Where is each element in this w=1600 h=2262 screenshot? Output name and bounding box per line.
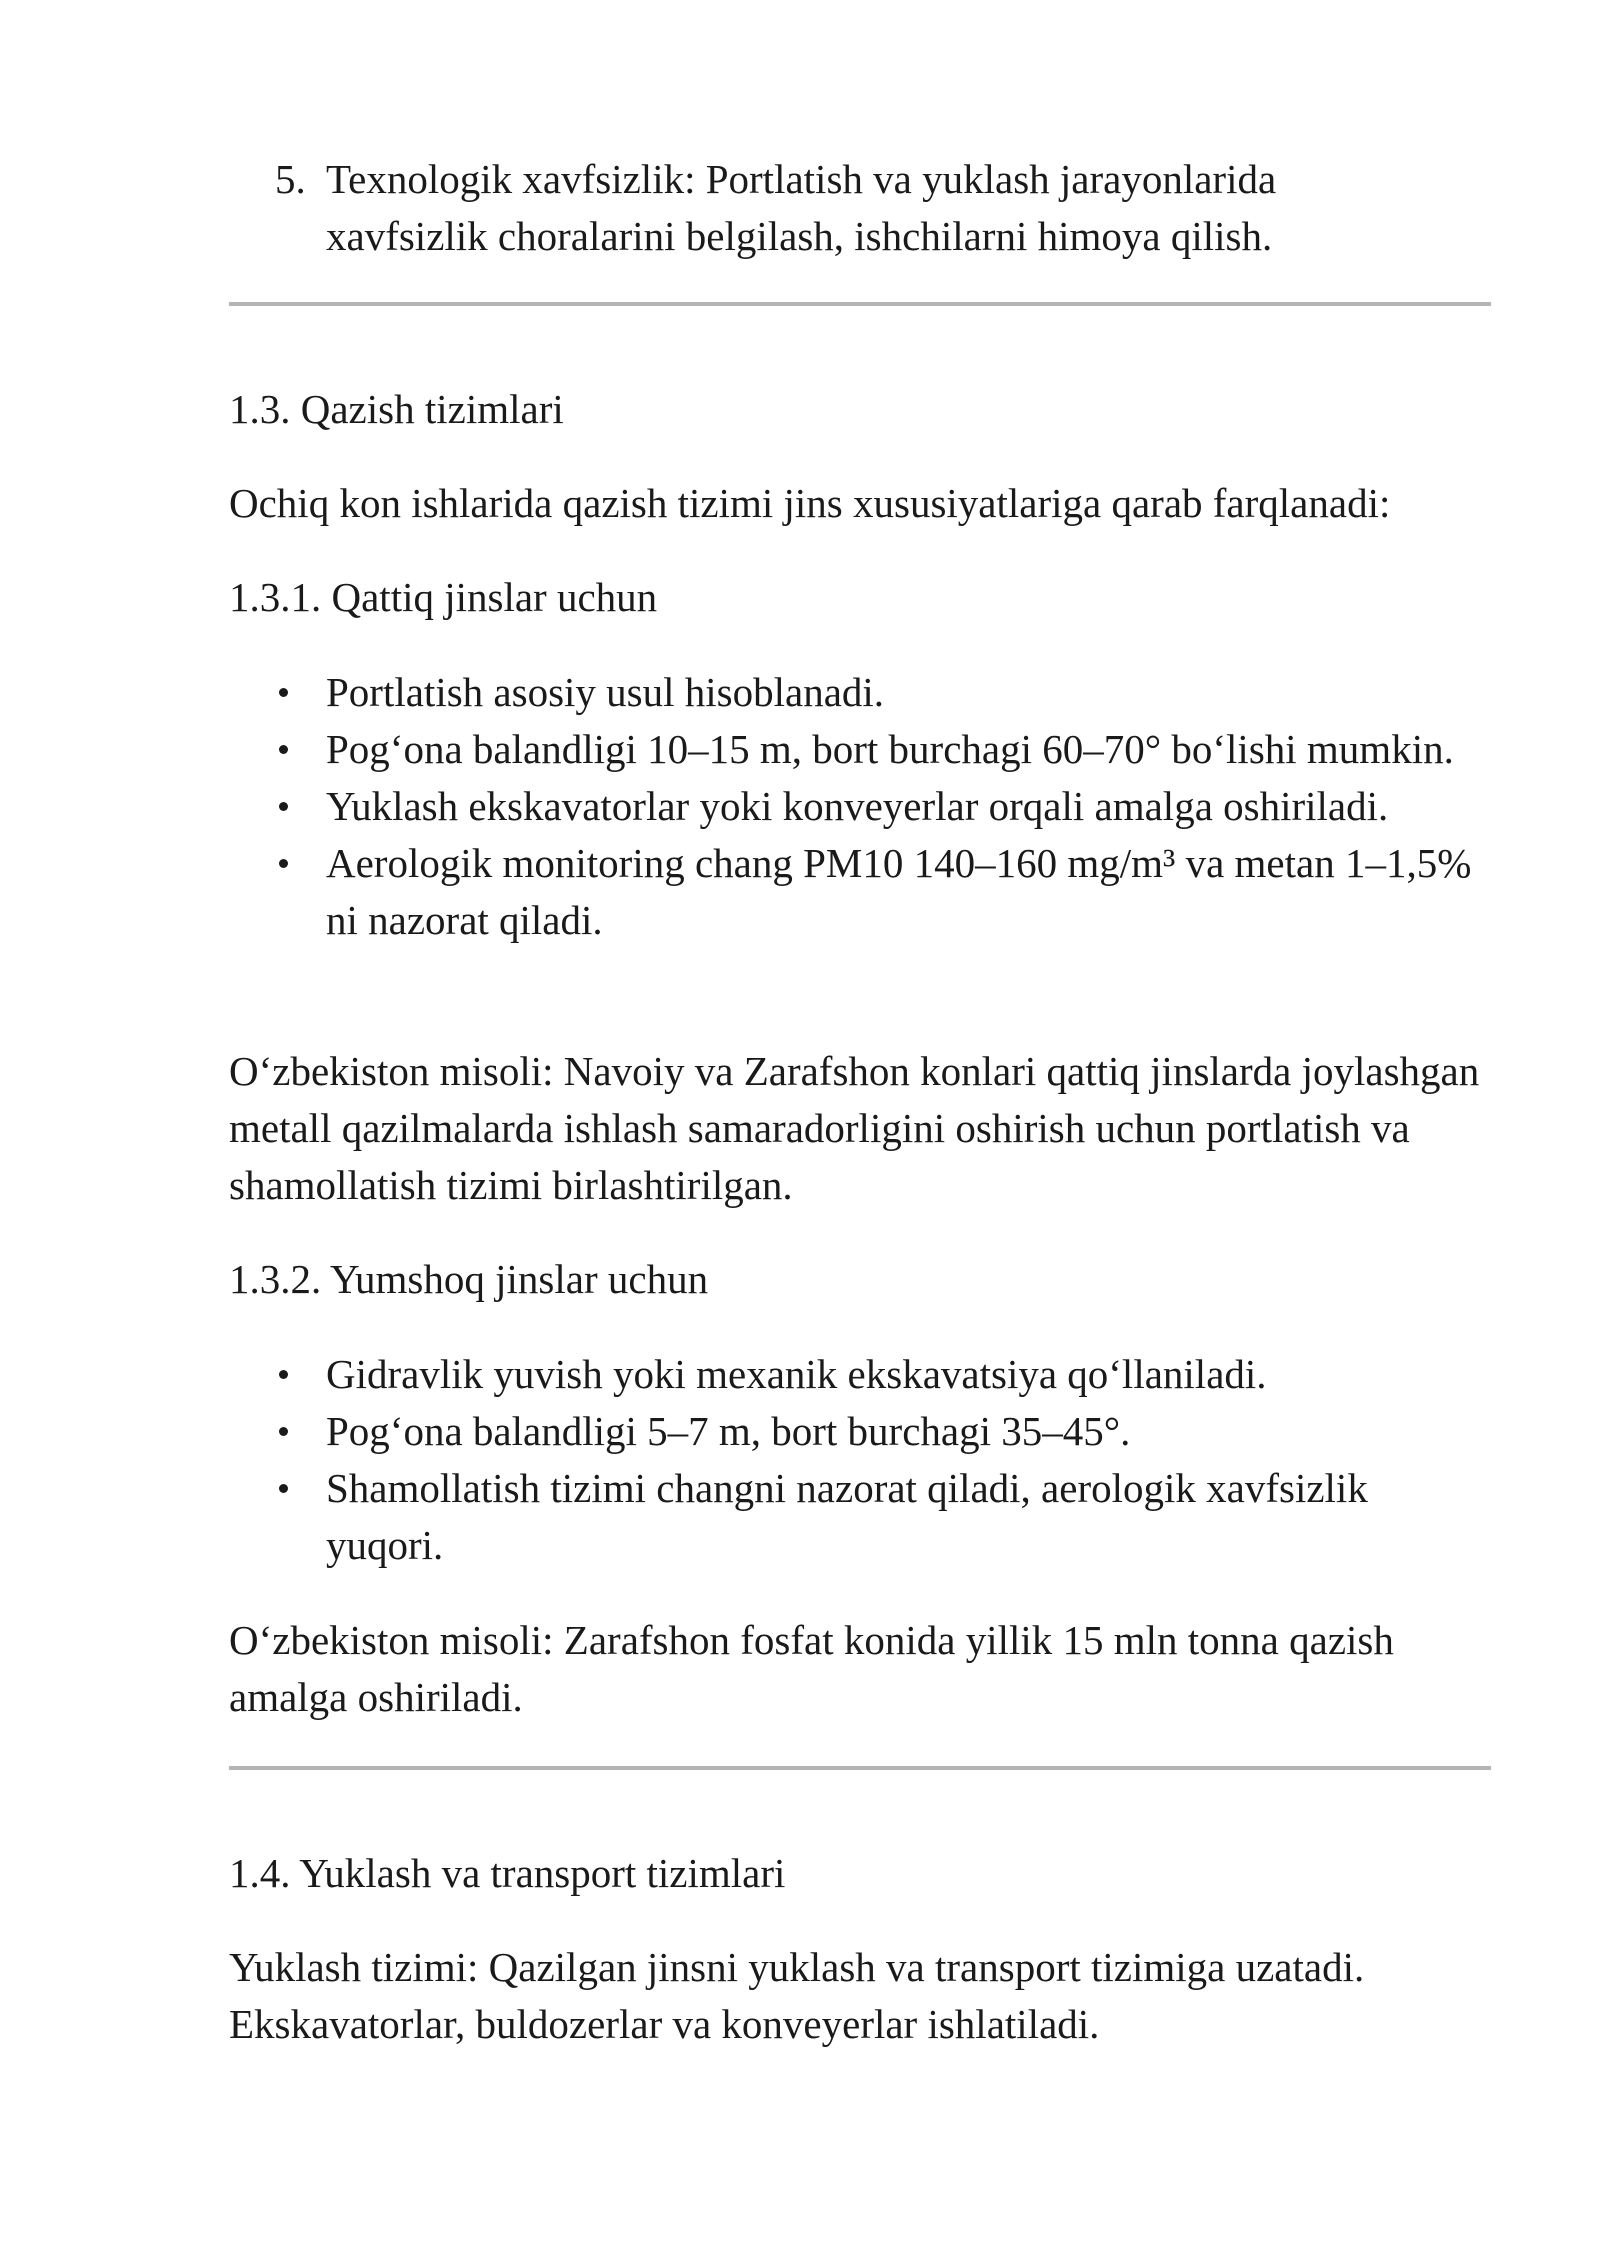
section-1-4-paragraph: Yuklash tizimi: Qazilgan jinsni yuklash va transport tizimiga uzatadi. Ekskavatorlar, buldozerlar va konveyerlar ishlatiladi. — [229, 1944, 1365, 2047]
section-heading-1-4: 1.4. Yuklash va transport tizimlari — [229, 1850, 786, 1896]
example-paragraph-hard-rocks: O‘zbekiston misoli: Navoiy va Zarafshon konlari qattiq jinslarda joylashgan metall qazilmalarda ishlash samaradorligini oshirish uchun portlatish va shamollatish tizimi birlashtirilgan. — [229, 1048, 1480, 1208]
item-text: Texnologik xavfsizlik: Portlatish va yuklash jarayonlarida xavfsizlik choralarini belgilash, ishchilarni himoya qilish. — [326, 156, 1277, 259]
list-item: Shamollatish tizimi changni nazorat qiladi, aerologik xavfsizlik yuqori. — [229, 1460, 1491, 1574]
section-heading-1-3: 1.3. Qazish tizimlari — [229, 386, 564, 432]
horizontal-divider — [229, 302, 1491, 306]
bullet-list-soft-rocks — [229, 1346, 1491, 1574]
bullet-icon — [279, 1427, 288, 1436]
list-item: Portlatish asosiy usul hisoblanadi. — [229, 664, 1491, 721]
bullet-icon — [279, 859, 288, 868]
bullet-icon — [279, 802, 288, 811]
bullet-list-hard-rocks — [229, 664, 1491, 949]
item-number: 5. — [275, 156, 306, 202]
list-item: Gidravlik yuvish yoki mexanik ekskavatsiya qo‘llaniladi. — [229, 1346, 1491, 1403]
example-paragraph-soft-rocks: O‘zbekiston misoli: Zarafshon fosfat konida yillik 15 mln tonna qazish amalga oshiriladi. — [229, 1617, 1394, 1720]
section-intro: Ochiq kon ishlarida qazish tizimi jins xususiyatlariga qarab farqlanadi: — [229, 480, 1391, 526]
horizontal-divider — [229, 1766, 1491, 1770]
bullet-icon — [279, 745, 288, 754]
subsection-heading-1-3-2: 1.3.2. Yumshoq jinslar uchun — [229, 1256, 709, 1302]
list-item: Pog‘ona balandligi 10–15 m, bort burchagi 60–70° bo‘lishi mumkin. — [229, 721, 1491, 778]
numbered-item-5 — [229, 151, 1491, 265]
subsection-heading-1-3-1: 1.3.1. Qattiq jinslar uchun — [229, 574, 658, 620]
list-item: Yuklash ekskavatorlar yoki konveyerlar orqali amalga oshiriladi. — [229, 778, 1491, 835]
list-item: Aerologik monitoring chang PM10 140–160 mg/m³ va metan 1–1,5% ni nazorat qiladi. — [229, 835, 1491, 949]
bullet-icon — [279, 688, 288, 697]
bullet-icon — [279, 1370, 288, 1379]
list-item: Pog‘ona balandligi 5–7 m, bort burchagi 35–45°. — [229, 1403, 1491, 1460]
bullet-icon — [279, 1484, 288, 1493]
